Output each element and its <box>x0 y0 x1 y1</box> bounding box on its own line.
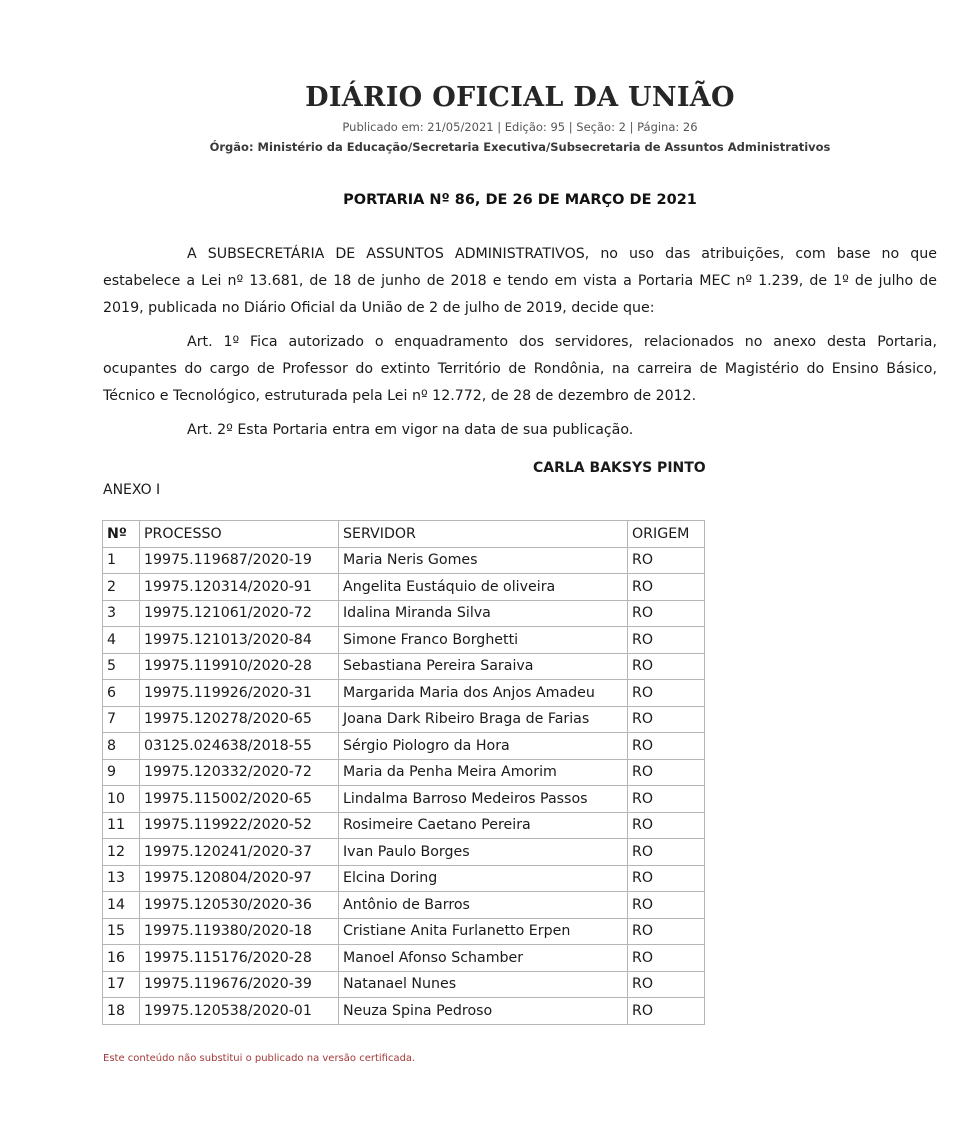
signature: CARLA BAKSYS PINTO <box>533 460 706 476</box>
cell-numero: 13 <box>103 865 140 892</box>
table-row <box>103 706 705 733</box>
preamble-paragraph: A SUBSECRETÁRIA DE ASSUNTOS ADMINISTRATIVOS, no uso das atribuições, com base no que estabelece a Lei nº 13.681, de 18 de junho de 2018 e tendo em vista a Portaria MEC nº 1.239, de 1º de julho de 2019, publicada no Diário Oficial da União de 2 de julho de 2019, decide que: <box>103 246 937 316</box>
annex-label: ANEXO I <box>103 482 161 498</box>
cell-origem: RO <box>628 865 705 892</box>
cell-servidor: Rosimeire Caetano Pereira <box>339 812 628 839</box>
cell-servidor: Maria Neris Gomes <box>339 547 628 574</box>
cell-numero: 15 <box>103 918 140 945</box>
orgao-line: Órgão: Ministério da Educação/Secretaria Executiva/Subsecretaria de Assuntos Administrativos <box>209 140 831 154</box>
cell-origem: RO <box>628 918 705 945</box>
cell-origem: RO <box>628 892 705 919</box>
cell-numero: 10 <box>103 786 140 813</box>
table-row <box>103 653 705 680</box>
cell-numero: 1 <box>103 547 140 574</box>
table-row <box>103 918 705 945</box>
cell-origem: RO <box>628 998 705 1025</box>
cell-numero: 9 <box>103 759 140 786</box>
cell-numero: 4 <box>103 627 140 654</box>
cell-origem: RO <box>628 600 705 627</box>
cell-numero: 3 <box>103 600 140 627</box>
table-row <box>103 892 705 919</box>
cell-numero: 14 <box>103 892 140 919</box>
header-origem: ORIGEM <box>628 521 705 548</box>
cell-processo: 19975.120314/2020-91 <box>140 574 339 601</box>
cell-servidor: Angelita Eustáquio de oliveira <box>339 574 628 601</box>
cell-numero: 2 <box>103 574 140 601</box>
publication-title: DIÁRIO OFICIAL DA UNIÃO <box>305 82 735 113</box>
cell-servidor: Antônio de Barros <box>339 892 628 919</box>
cell-servidor: Margarida Maria dos Anjos Amadeu <box>339 680 628 707</box>
cell-processo: 19975.121013/2020-84 <box>140 627 339 654</box>
cell-servidor: Simone Franco Borghetti <box>339 627 628 654</box>
table-row <box>103 812 705 839</box>
cell-origem: RO <box>628 971 705 998</box>
cell-servidor: Lindalma Barroso Medeiros Passos <box>339 786 628 813</box>
cell-origem: RO <box>628 812 705 839</box>
cell-processo: 19975.119676/2020-39 <box>140 971 339 998</box>
table-row <box>103 945 705 972</box>
document-body <box>103 241 937 451</box>
table-row <box>103 839 705 866</box>
publication-info: Publicado em: 21/05/2021 | Edição: 95 | Seção: 2 | Página: 26 <box>342 120 698 134</box>
cell-processo: 19975.120538/2020-01 <box>140 998 339 1025</box>
cell-origem: RO <box>628 786 705 813</box>
document-title: PORTARIA Nº 86, DE 26 DE MARÇO DE 2021 <box>343 192 697 208</box>
cell-processo: 19975.120332/2020-72 <box>140 759 339 786</box>
cell-servidor: Manoel Afonso Schamber <box>339 945 628 972</box>
cell-processo: 19975.115176/2020-28 <box>140 945 339 972</box>
table-row <box>103 998 705 1025</box>
cell-origem: RO <box>628 733 705 760</box>
cell-numero: 17 <box>103 971 140 998</box>
table-row <box>103 600 705 627</box>
table-row <box>103 574 705 601</box>
cell-processo: 19975.119926/2020-31 <box>140 680 339 707</box>
table-row <box>103 627 705 654</box>
cell-origem: RO <box>628 839 705 866</box>
table-row <box>103 733 705 760</box>
cell-origem: RO <box>628 653 705 680</box>
cell-processo: 19975.120530/2020-36 <box>140 892 339 919</box>
header-processo: PROCESSO <box>140 521 339 548</box>
masthead <box>0 80 960 156</box>
cell-origem: RO <box>628 945 705 972</box>
cell-servidor: Ivan Paulo Borges <box>339 839 628 866</box>
cell-servidor: Joana Dark Ribeiro Braga de Farias <box>339 706 628 733</box>
header-numero: Nº <box>103 521 140 548</box>
disclaimer: Este conteúdo não substitui o publicado na versão certificada. <box>103 1053 416 1064</box>
cell-servidor: Idalina Miranda Silva <box>339 600 628 627</box>
cell-numero: 8 <box>103 733 140 760</box>
table-row <box>103 971 705 998</box>
header-servidor: SERVIDOR <box>339 521 628 548</box>
table-header-row <box>103 521 705 548</box>
cell-numero: 18 <box>103 998 140 1025</box>
cell-processo: 19975.119910/2020-28 <box>140 653 339 680</box>
table-row <box>103 786 705 813</box>
cell-processo: 19975.119380/2020-18 <box>140 918 339 945</box>
cell-servidor: Maria da Penha Meira Amorim <box>339 759 628 786</box>
cell-numero: 12 <box>103 839 140 866</box>
cell-processo: 19975.119922/2020-52 <box>140 812 339 839</box>
cell-numero: 11 <box>103 812 140 839</box>
table-row <box>103 865 705 892</box>
cell-origem: RO <box>628 627 705 654</box>
cell-numero: 16 <box>103 945 140 972</box>
cell-numero: 6 <box>103 680 140 707</box>
table-body <box>103 547 705 1024</box>
cell-processo: 19975.121061/2020-72 <box>140 600 339 627</box>
cell-origem: RO <box>628 759 705 786</box>
article-2-paragraph: Art. 2º Esta Portaria entra em vigor na data de sua publicação. <box>187 422 634 438</box>
table-row <box>103 680 705 707</box>
cell-processo: 19975.115002/2020-65 <box>140 786 339 813</box>
cell-origem: RO <box>628 574 705 601</box>
cell-origem: RO <box>628 706 705 733</box>
cell-servidor: Sérgio Piologro da Hora <box>339 733 628 760</box>
annex-table <box>102 520 705 1025</box>
table-row <box>103 547 705 574</box>
cell-numero: 7 <box>103 706 140 733</box>
cell-origem: RO <box>628 547 705 574</box>
cell-processo: 03125.024638/2018-55 <box>140 733 339 760</box>
article-1-paragraph: Art. 1º Fica autorizado o enquadramento dos servidores, relacionados no anexo desta Portaria, ocupantes do cargo de Professor do extinto Território de Rondônia, na carreira de Magistério do Ensino Básico, Técnico e Tecnológico, estruturada pela Lei nº 12.772, de 28 de dezembro de 2012. <box>103 334 937 404</box>
cell-servidor: Elcina Doring <box>339 865 628 892</box>
table-row <box>103 759 705 786</box>
cell-processo: 19975.120804/2020-97 <box>140 865 339 892</box>
cell-origem: RO <box>628 680 705 707</box>
cell-processo: 19975.120241/2020-37 <box>140 839 339 866</box>
cell-processo: 19975.120278/2020-65 <box>140 706 339 733</box>
cell-servidor: Natanael Nunes <box>339 971 628 998</box>
cell-servidor: Cristiane Anita Furlanetto Erpen <box>339 918 628 945</box>
cell-numero: 5 <box>103 653 140 680</box>
cell-servidor: Sebastiana Pereira Saraiva <box>339 653 628 680</box>
cell-processo: 19975.119687/2020-19 <box>140 547 339 574</box>
cell-servidor: Neuza Spina Pedroso <box>339 998 628 1025</box>
